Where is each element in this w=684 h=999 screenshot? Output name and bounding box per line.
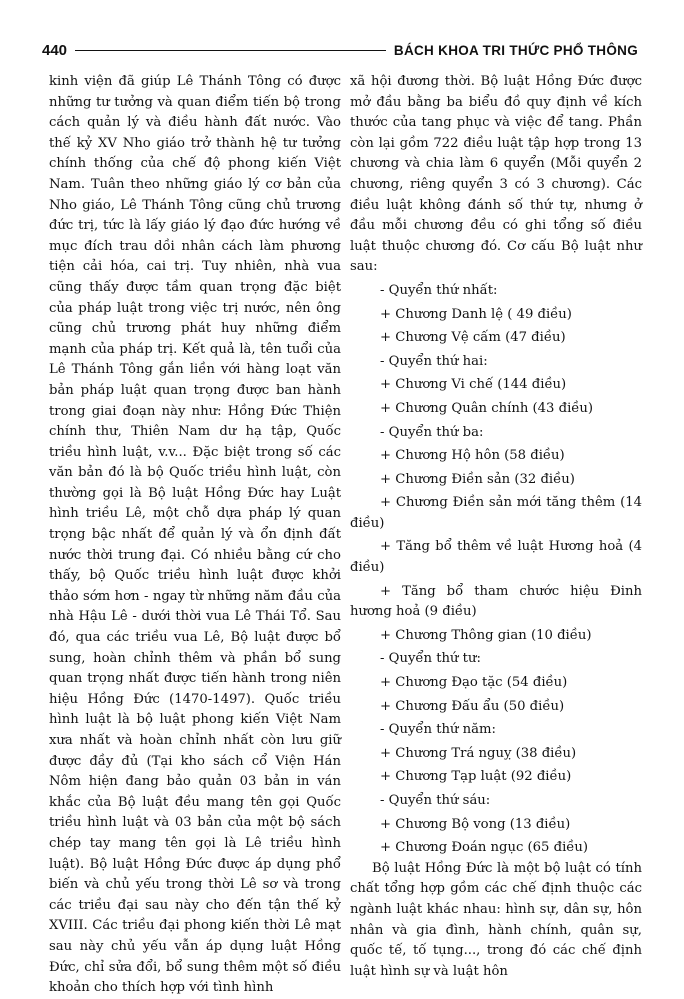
- list-item: + Chương Đạo tặc (54 điều): [380, 675, 568, 691]
- list-item-book-2: - Quyển thứ hai:: [380, 353, 488, 369]
- list-item-book-5: - Quyển thứ năm:: [380, 722, 496, 738]
- list-item: + Chương Vi chế (144 điều): [380, 377, 567, 393]
- page-number: 440: [42, 41, 68, 59]
- list-item: + Chương Điền sản mới tăng thêm (14 điều): [350, 495, 642, 531]
- list-item: + Tăng bổ thêm về luật Hương hoả (4 điều): [350, 539, 642, 576]
- page-header: [42, 40, 638, 60]
- list-item: + Chương Thông gian (10 điều): [380, 627, 592, 643]
- list-item: + Chương Quân chính (43 điều): [380, 400, 594, 416]
- running-title: BÁCH KHOA TRI THỨC PHỔ THÔNG: [393, 42, 638, 58]
- list-item: + Chương Tạp luật (92 điều): [380, 769, 572, 785]
- list-item-book-6: - Quyển thứ sáu:: [380, 793, 491, 808]
- list-item-book-4: - Quyển thứ tư:: [380, 651, 481, 667]
- list-item: + Chương Danh lệ ( 49 điều): [380, 306, 572, 322]
- list-item-book-3: - Quyển thứ ba:: [380, 424, 484, 440]
- list-item: + Chương Vệ cấm (47 điều): [380, 330, 566, 346]
- header-rule: [75, 50, 386, 51]
- list-item: + Chương Đoán ngục (65 điều): [380, 840, 589, 856]
- right-closing-paragraph: Bộ luật Hồng Đức là một bộ luật có tính chất tổng hợp gồm các chế định thuộc các ngành luật khác nhau: hình sự, dân sự, hôn nhân và gia đình, hành chính, quân sự, quốc tế, tố tụng..., trong đó các chế định luật hình sự và luật hôn: [350, 860, 642, 979]
- list-item: + Tăng bổ tham chước hiệu Đinh hương hoả (9 điều): [350, 583, 642, 620]
- left-paragraph: kinh viện đã giúp Lê Thánh Tông có được những tư tưởng và quan điểm tiến bộ trong cách quản lý và điều hành đất nước. Vào thế kỷ XV Nho giáo trở thành hệ tư tưởng chính thống của chế độ phong kiến Việt Nam. Tuân theo những giáo lý cơ bản của Nho giáo, Lê Thánh Tông cũng chủ trương đức trị, tức là lấy giáo lý đạo đức hướng về mục đích trau dồi nhân cách làm phương tiện cải hóa, cai trị. Tuy nhiên, nhà vua cũng thấy được tầm quan trọng đặc biệt của pháp luật trong việc trị nước, nên ông cũng chủ trương phát huy những điểm mạnh của pháp trị. Kết quả là, tên tuổi của Lê Thánh Tông gắn liền với hàng loạt văn bản pháp luật quan trọng được ban hành trong giai đoạn này như: Hồng Đức Thiện chính thư, Thiên Nam dư hạ tập, Quốc triều hình luật, v.v... Đặc biệt trong số các văn bản đó là bộ Quốc triều hình luật, còn thường gọi là Bộ luật Hồng Đức hay Luật hình triều Lê, một chỗ dựa pháp lý quan trọng bậc nhất để quản lý và ổn định đất nước thời trung đại. Có nhiều bằng cứ cho thấy, bộ Quốc triều hình luật được khởi thảo sớm hơn - ngay từ những năm đầu của nhà Hậu Lê - dưới thời vua Lê Thái Tổ. Sau đó, qua các triều vua Lê, Bộ luật được bổ sung, hoàn chỉnh thêm và phần bổ sung quan trọng nhất được tiến hành trong niên hiệu Hồng Đức (1470-1497). Quốc triều hình luật là bộ luật phong kiến Việt Nam xưa nhất và hoàn chỉnh nhất còn lưu giữ được đầy đủ (Tại kho sách cổ Viện Hán Nôm hiện đang bảo quản 03 bản in ván khắc của Bộ luật đều mang tên gọi Quốc triều hình luật và 03 bản của một bộ sách chép tay mang tên gọi là Lê triều hình luật). Bộ luật Hồng Đức được áp dụng phổ biến và chủ yếu trong thời Lê sơ và trong các triều đại sau này cho đến tận thế kỷ XVIII. Các triều đại phong kiến thời Lê mạt sau này chủ yếu vẫn áp dụng luật Hồng Đức, chỉ sửa đổi, bổ sung thêm một số điều khoản cho thích hợp với tình hình: [49, 74, 341, 996]
- list-item: + Chương Hộ hôn (58 điều): [380, 448, 565, 464]
- code-structure-list: [350, 281, 642, 859]
- right-column: [350, 72, 642, 982]
- list-item: + Chương Bộ vong (13 điều): [380, 816, 571, 832]
- right-intro-paragraph: xã hội đương thời. Bộ luật Hồng Đức được mở đầu bằng ba biểu đồ quy định về kích thước của tang phục và việc để tang. Phần còn lại gồm 722 điều luật tập hợp trong 13 chương và chia làm 6 quyển (Mỗi quyển 2 chương, riêng quyển 3 có 3 chương). Các điều luật không đánh số thứ tự, nhưng ở đầu mỗi chương đều có ghi tổng số điều luật thuộc chương đó. Cơ cấu Bộ luật như sau:: [350, 74, 642, 275]
- list-item: + Chương Điền sản (32 điều): [380, 471, 575, 487]
- list-item-book-1: - Quyển thứ nhất:: [380, 282, 498, 298]
- list-item: + Chương Trá nguỵ (38 điều): [380, 745, 577, 761]
- left-column: [49, 72, 341, 999]
- list-item: + Chương Đấu ẩu (50 điều): [380, 698, 565, 714]
